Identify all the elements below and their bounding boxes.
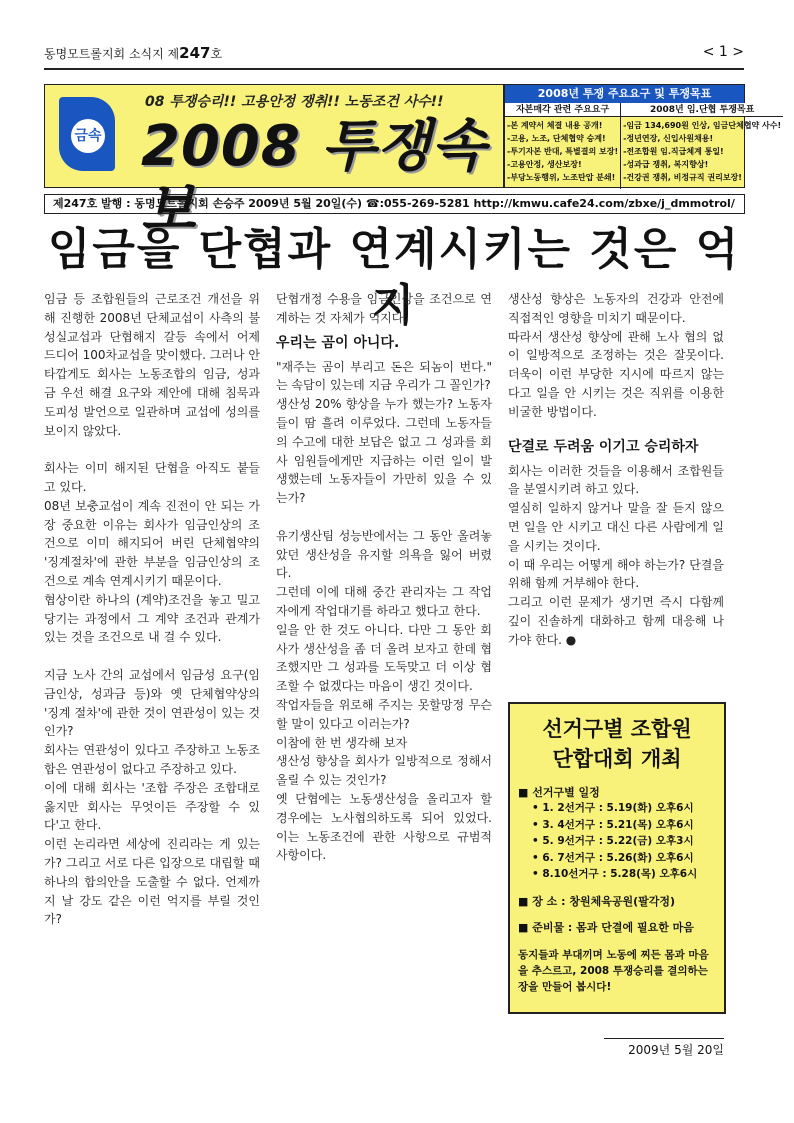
paragraph: 이참에 한 번 생각해 보자 (276, 735, 408, 750)
newsletter-name: 동명모트롤지회 소식지 제247호 (44, 44, 223, 62)
goals-item: -임금 134,690원 인상, 임금단체협약 사수! (623, 121, 782, 130)
union-logo (59, 97, 115, 171)
notice-title-2: 단합대회 개최 (552, 747, 682, 771)
paragraph: 지금 노사 간의 교섭에서 임금성 요구(임금인상, 성과금 등)와 옛 단체협약상의 '징계 절차'에 관한 것이 연관성이 있는 것인가? (44, 667, 260, 739)
goals-title: 2008년 투쟁 주요요구 및 투쟁목표 (505, 85, 744, 103)
paragraph: 이 때 우리는 어떻게 해야 하는가? 단결을 위해 함께 거부해야 한다. (508, 557, 724, 591)
paragraph: 생산성 향상은 노동자의 건강과 안전에 직접적인 영향을 미치기 때문이다. (508, 292, 724, 325)
goals-col-1 (505, 103, 620, 189)
goals-box (504, 84, 782, 188)
banner-title: 2008 투쟁속보 (141, 114, 487, 243)
union-rally-notice (508, 702, 726, 1014)
paragraph: 08년 보충교섭이 계속 진전이 안 되는 가장 중요한 이유는 회사가 임금인상의 조건으로 이미 해지되어 버린 단체협약의 '징계절차'에 관한 부분을 임금인상의 조건으로 계속 연계시키기 때문이다. (44, 498, 260, 588)
paragraph: 유기생산팀 성능반에서는 그 동안 올려놓았던 생산성을 유지할 의욕을 잃어 버렸다. (276, 528, 492, 581)
schedule-item: • 1. 2선거구 : 5.19(화) 오후6시 (532, 802, 694, 814)
schedule-item: • 3. 4선거구 : 5.21(목) 오후6시 (532, 818, 694, 831)
goals-item: -정년연장, 신입사원채용! (623, 134, 714, 143)
schedule-item: • 8.10선거구 : 5.28(목) 오후6시 (532, 868, 698, 880)
goals-item: -본 계약서 체결 내용 공개! (507, 121, 603, 130)
paragraph: 생산성 향상을 회사가 일방적으로 정해서 올릴 수 있는 것인가? (276, 754, 492, 788)
paragraph: 작업자들을 위로해 주지는 못할망정 무슨 할 말이 있다고 이러는가? (276, 697, 492, 731)
header-rule (44, 68, 744, 70)
article-column-1 (44, 290, 260, 929)
logo-text: 금속 (71, 119, 105, 153)
schedule-item: • 5. 9선거구 : 5.22(금) 오후3시 (532, 835, 694, 847)
goals-item: -투기자본 반대, 특별결의 보장! (507, 147, 619, 156)
paragraph: 단협개정 수용을 임금인상을 조건으로 연계하는 것 자체가 억지다. (276, 292, 492, 325)
section-heading: 단결로 두려움 이기고 승리하자 (508, 438, 699, 455)
goals-col-2 (620, 103, 783, 189)
paragraph: 회사는 연관성이 있다고 주장하고 노동조합은 연관성이 없다고 주장하고 있다. (44, 743, 260, 776)
paragraph: 그런데 이에 대해 중간 관리자는 그 작업자에게 작업대기를 하라고 했다고 한다. (276, 585, 492, 618)
paragraph: 회사는 이미 해지된 단협을 아직도 붙들고 있다. (44, 461, 260, 494)
banner-slogan: 08 투쟁승리!! 고용안정 쟁취!! 노동조건 사수!! (145, 94, 444, 110)
goals-item: -전조합원 임.직급체계 통일! (623, 147, 724, 156)
notice-closing: 동지들과 부대끼며 노동에 찌든 몸과 마음을 추스르고, 2008 투쟁승리를 결의하는 장을 만들어 봅시다! (518, 948, 709, 993)
goals-item: -고용안정, 생산보장! (507, 160, 582, 169)
paragraph: 일을 안 한 것도 아니다. 다만 그 동안 회사가 생산성을 좀 더 올려 보자고 한데 협조했지만 그 성과를 도둑맞고 더 이상 협조할 수 없겠다는 마음이 생긴 것이다. (276, 622, 492, 694)
goals-item: -건강권 쟁취, 비정규직 권리보장! (623, 173, 742, 182)
article-column-3 (508, 290, 724, 650)
publication-info-bar: 제247호 발행 : 동명모트롤지회 손승주 2009년 5월 20일(수) ☎:055-269-5281 http://kmwu.cafe24.com/zbxe/j_dmmotrol/ (44, 194, 745, 214)
paragraph: 이런 논리라면 세상에 진리라는 게 있는가? 그리고 서로 다른 입장으로 대립할 때 하나의 합의안을 도출할 수 없다. 언제까지 날 강도 같은 이런 억지를 부릴 것인가? (44, 837, 260, 927)
paragraph: 그리고 이런 문제가 생기면 즉시 다함께 깊이 진솔하게 대화하고 함께 대응해 나가야 한다. ● (508, 595, 724, 647)
paragraph: 생산성 20% 향상을 누가 했는가? 노동자들이 땀 흘려 이루었다. 그런데 노동자들의 수고에 대한 보답은 없고 그 성과를 회사 임원들에게만 지급하는 이런 일이 발생했는데 노동자들이 가만히 있을 수 있는가? (276, 397, 492, 506)
paragraph: 이에 대해 회사는 '조합 주장은 조합대로 옳지만 회사는 무엇이든 주장할 수 있다'고 한다. (44, 780, 260, 833)
paragraph: 열심히 일하지 않거나 말을 잘 듣지 않으면 일을 안 시키고 대신 다른 사람에게 일을 시키는 것이다. (508, 501, 724, 553)
notice-title-1: 선거구별 조합원 (542, 717, 692, 741)
goals-col-2-head: 2008년 임.단협 투쟁목표 (621, 103, 783, 117)
goals-item: -고용, 노조, 단체협약 승계! (507, 134, 606, 143)
goals-col-1-head: 자본매각 관련 주요요구 (505, 103, 620, 117)
paragraph: "재주는 곰이 부리고 돈은 되놈이 번다." 는 속담이 있는데 지금 우리가 그 꼴인가? (276, 359, 492, 393)
section-heading: 우리는 곰이 아니다. (276, 334, 400, 351)
paragraph: 옛 단협에는 노동생산성을 올리고자 할 경우에는 노사협의하도록 되어 있었다. 이는 노동조건에 관한 사항으로 규범적 사항이다. (276, 791, 492, 863)
schedule-label: ■ 선거구별 일정 (518, 786, 600, 799)
article-column-2 (276, 290, 492, 865)
place-info: ■ 장 소 : 창원체육공원(팔각정) (518, 894, 676, 908)
goals-item: -부당노동행위, 노조탄압 분쇄! (507, 173, 616, 182)
schedule-item: • 6. 7선거구 : 5.26(화) 오후6시 (532, 851, 694, 864)
prep-info: ■ 준비물 : 몸과 단결에 필요한 마음 (518, 920, 694, 934)
paragraph: 따라서 생산성 향상에 관해 노사 협의 없이 일방적으로 조정하는 것은 잘못이다. 더욱이 이런 부당한 지시에 따르지 않는다고 일을 안 시키는 것은 직위를 이용한 비굴한 방법이다. (508, 329, 724, 419)
page-indicator: < 1 > (702, 44, 744, 60)
paragraph: 회사는 이러한 것들을 이용해서 조합원들을 분열시키려 하고 있다. (508, 463, 724, 497)
footer-date: 2009년 5월 20일 (604, 1038, 724, 1058)
paragraph: 임금 등 조합원들의 근로조건 개선을 위해 진행한 2008년 단체교섭이 사측의 불성실교섭과 단협해지 갈등 속에서 어제 드디어 100차교섭을 맞이했다. 그러나 안타깝게도 회사는 노동조합의 임금, 성과금 우선 해결 요구와 제안에 대해 침묵과 도피성 발언으로 일관하며 교섭에 성의를 보이지 않았다. (44, 292, 260, 438)
goals-item: -성과급 쟁취, 복지향상! (623, 160, 709, 169)
paragraph: 협상이란 하나의 (계약)조건을 놓고 밀고 당기는 과정에서 그 계약 조건과 관계가 있는 것을 조건으로 내 걸 수 있다. (44, 592, 260, 645)
article-headline: 임금을 단협과 연계시키는 것은 억지 (47, 224, 741, 331)
